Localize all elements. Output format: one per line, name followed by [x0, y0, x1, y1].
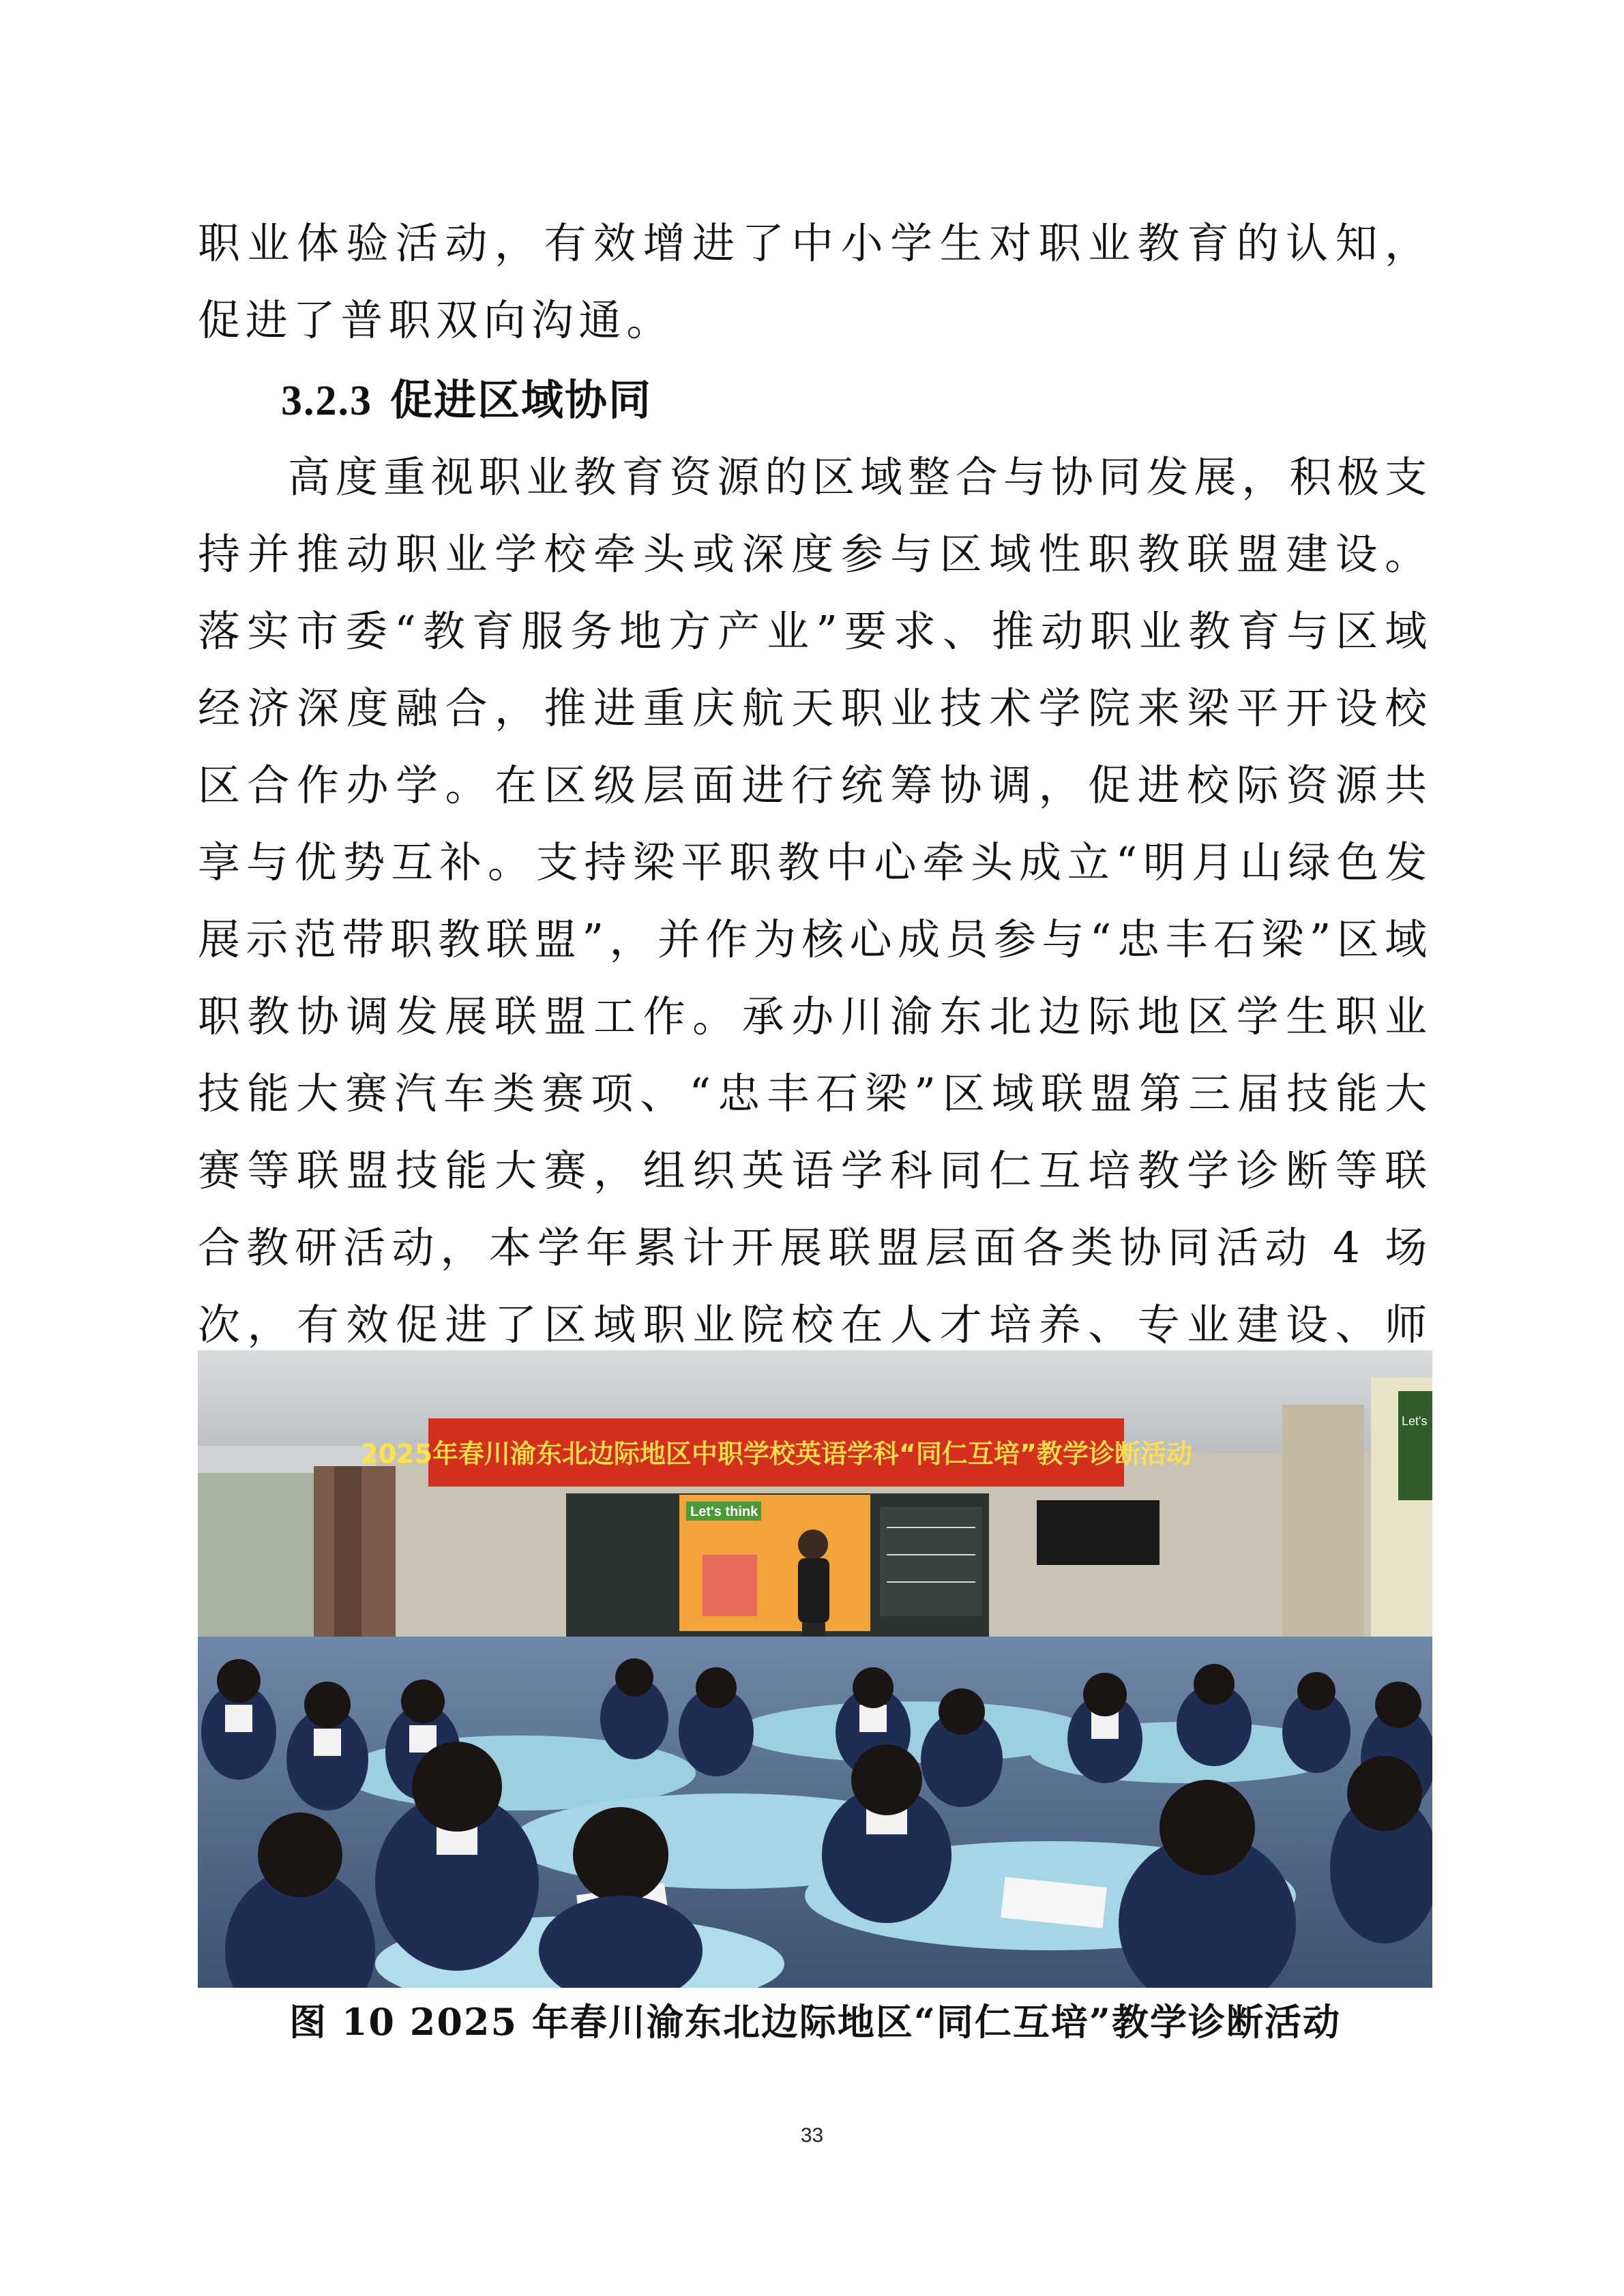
figure-caption: 图 10 2025 年春川渝东北边际地区“同仁互培”教学诊断活动: [289, 2000, 1341, 2044]
intro-paragraph: 职业体验活动，有效增进了中小学生对职业教育的认知，促进了普职双向沟通。: [198, 218, 1432, 345]
section-title: 促进区域协同: [390, 375, 653, 425]
classroom-photo: [198, 1350, 1432, 1988]
slide-heading: Let's think: [690, 1504, 758, 1519]
main-paragraph: 高度重视职业教育资源的区域整合与协同发展，积极支持并推动职业学校牵头或深度参与区域性职教联盟建设。落实市委“教育服务地方产业”要求、推动职业教育与区域经济深度融合，推进重庆航天职业技术学院来梁平开设校区合作办学。在区级层面进行统筹协调，促进校际资源共享与优势互补。支持梁平职教中心牵头成立“明月山绿色发展示范带职教联盟”，并作为核心成员参与“忠丰石梁”区域职教协调发展联盟工作。承办川渝东北边际地区学生职业技能大赛汽车类赛项、“忠丰石梁”区域联盟第三届技能大赛等联盟技能大赛，组织英语学科同仁互培教学诊断等联合教研活动，本学年累计开展联盟层面各类协同活动 4 场次，有效促进了区域职业院校在人才培养、专业建设、师: [198, 452, 1432, 1350]
page-number: 33: [800, 2124, 824, 2147]
board-text: Let's: [1402, 1414, 1428, 1428]
banner-text: 2025年春川渝东北边际地区中职学校英语学科“同仁互培”教学诊断活动: [360, 1439, 1192, 1469]
section-number: 3.2.3: [281, 378, 372, 424]
section-heading: [281, 361, 652, 440]
